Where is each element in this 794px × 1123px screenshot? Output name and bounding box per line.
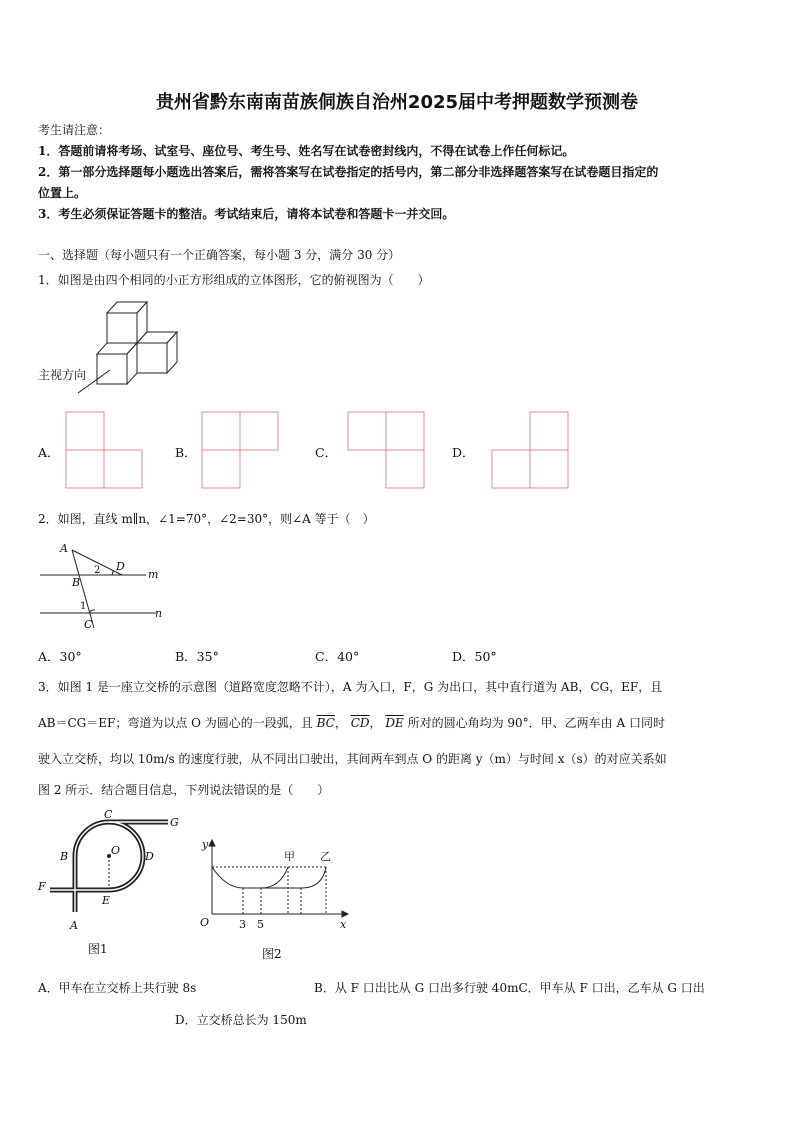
page-title: 贵州省黔东南南苗族侗族自治州2025届中考押题数学预测卷	[155, 92, 639, 113]
q3-fig2-tick-5: 5	[257, 918, 264, 931]
q3-option-b-c: B．从 F 口出比从 G 口出多行驶 40mC．甲车从 F 口出，乙车从 G 口出	[314, 981, 705, 995]
q2-figure	[38, 540, 178, 630]
q3-figure-2	[198, 838, 353, 933]
q2-label-d: D	[116, 560, 125, 573]
q3-line-1: 3．如图 1 是一座立交桥的示意图（道路宽度忽略不计），A 为入口，F，G 为出口，其中直行道为 AB，CG，EF，且	[38, 680, 663, 694]
q1-option-d-figure	[490, 410, 572, 492]
q2-label-a: A	[60, 542, 68, 555]
section-heading: 一、选择题（每小题只有一个正确答案，每小题 3 分，满分 30 分）	[38, 248, 401, 262]
q3-arc-de: $\overline{DE}$	[385, 716, 404, 730]
q3-line-4: 图 2 所示．结合题目信息，下列说法错误的是（ ）	[38, 783, 330, 797]
q1-option-b-figure	[200, 410, 282, 492]
q3-figure-1	[38, 810, 188, 935]
q3-line-2b: 所对的圆心角均为 90°．甲、乙两车由 A 口同时	[407, 716, 665, 730]
notice-item-3: 3．考生必须保证答题卡的整洁。考试结束后，请将本试卷和答题卡一并交回。	[38, 207, 455, 221]
notice-item-2: 2．第一部分选择题每小题选出答案后，需将答案写在试卷指定的括号内，第二部分非选择题答案写在试卷题目指定的	[38, 165, 659, 179]
q3-fig1-label-d: D	[145, 850, 154, 863]
q1-cube-figure	[60, 298, 220, 398]
q3-line-2a: AB＝CG＝EF；弯道为以点 O 为圆心的一段弧，且	[38, 716, 313, 730]
q3-fig1-label-g: G	[170, 816, 179, 829]
q3-arc-cd: $\overline{CD}$	[350, 716, 370, 730]
q3-fig1-label-o: O	[111, 844, 121, 857]
q3-fig2-origin: O	[200, 916, 210, 929]
q2-option-a: A．30°	[38, 649, 82, 664]
q3-option-a: A．甲车在立交桥上共行驶 8s	[38, 981, 197, 995]
q3-fig1-label-e: E	[102, 894, 111, 907]
q3-fig2-x-label: x	[340, 918, 347, 931]
q3-option-d: D．立交桥总长为 150m	[175, 1013, 307, 1027]
q2-option-c: C．40°	[315, 649, 360, 664]
q1-option-d-label: D．	[452, 445, 475, 460]
q3-fig1-label-a: A	[70, 919, 78, 932]
q2-label-c: C	[84, 618, 93, 631]
q3-line-2: AB＝CG＝EF；弯道为以点 O 为圆心的一段弧，且 $\overline{BC}$， $\overline{CD}$， $\overline{DE}$ 所对的圆心角均为 90°．甲、乙两车由 A 口同时	[38, 716, 665, 730]
q2-label-b: B	[72, 576, 81, 589]
q1-stem: 1．如图是由四个相同的小正方形组成的立体图形，它的俯视图为（ ）	[38, 273, 430, 287]
q1-option-c-label: C．	[315, 445, 338, 460]
q2-stem: 2．如图，直线 m∥n，∠1=70°，∠2=30°，则∠A 等于（ ）	[38, 512, 375, 526]
q3-fig1-label-f: F	[38, 880, 46, 893]
q2-angle-2: 2	[94, 565, 101, 576]
notice-item-2-cont: 位置上。	[38, 186, 87, 200]
q2-option-b: B．35°	[175, 649, 219, 664]
q3-fig2-label-jia: 甲	[284, 850, 295, 863]
q1-option-b-label: B．	[175, 445, 197, 460]
q2-angle-1: 1	[80, 601, 87, 612]
q1-option-c-figure	[346, 410, 428, 492]
q2-label-n: n	[155, 607, 163, 620]
q2-option-d: D．50°	[452, 649, 497, 664]
q3-fig1-label-b: B	[60, 850, 69, 863]
notice-item-1: 1．答题前请将考场、试室号、座位号、考生号、姓名写在试卷密封线内，不得在试卷上作任何标记。	[38, 144, 575, 158]
q2-label-m: m	[148, 568, 159, 581]
q3-fig2-y-label: y	[202, 838, 209, 851]
q3-figure-1-caption: 图1	[88, 942, 108, 956]
q3-line-3: 驶入立交桥，均以 10m/s 的速度行驶，从不同出口驶出，其间两车到点 O 的距离 y（m）与时间 x（s）的对应关系如	[38, 752, 667, 766]
notice-heading: 考生请注意：	[38, 123, 111, 137]
q3-fig2-tick-3: 3	[239, 918, 246, 931]
q3-figure-2-caption: 图2	[262, 947, 282, 961]
q3-fig2-label-yi: 乙	[320, 850, 331, 863]
q1-option-a-label: A．	[38, 445, 60, 460]
q1-view-direction-label: 主视方向	[38, 368, 87, 382]
q3-arc-bc: $\overline{BC}$	[316, 716, 335, 730]
q3-fig1-label-c: C	[104, 808, 113, 821]
q1-option-a-figure	[64, 410, 146, 492]
